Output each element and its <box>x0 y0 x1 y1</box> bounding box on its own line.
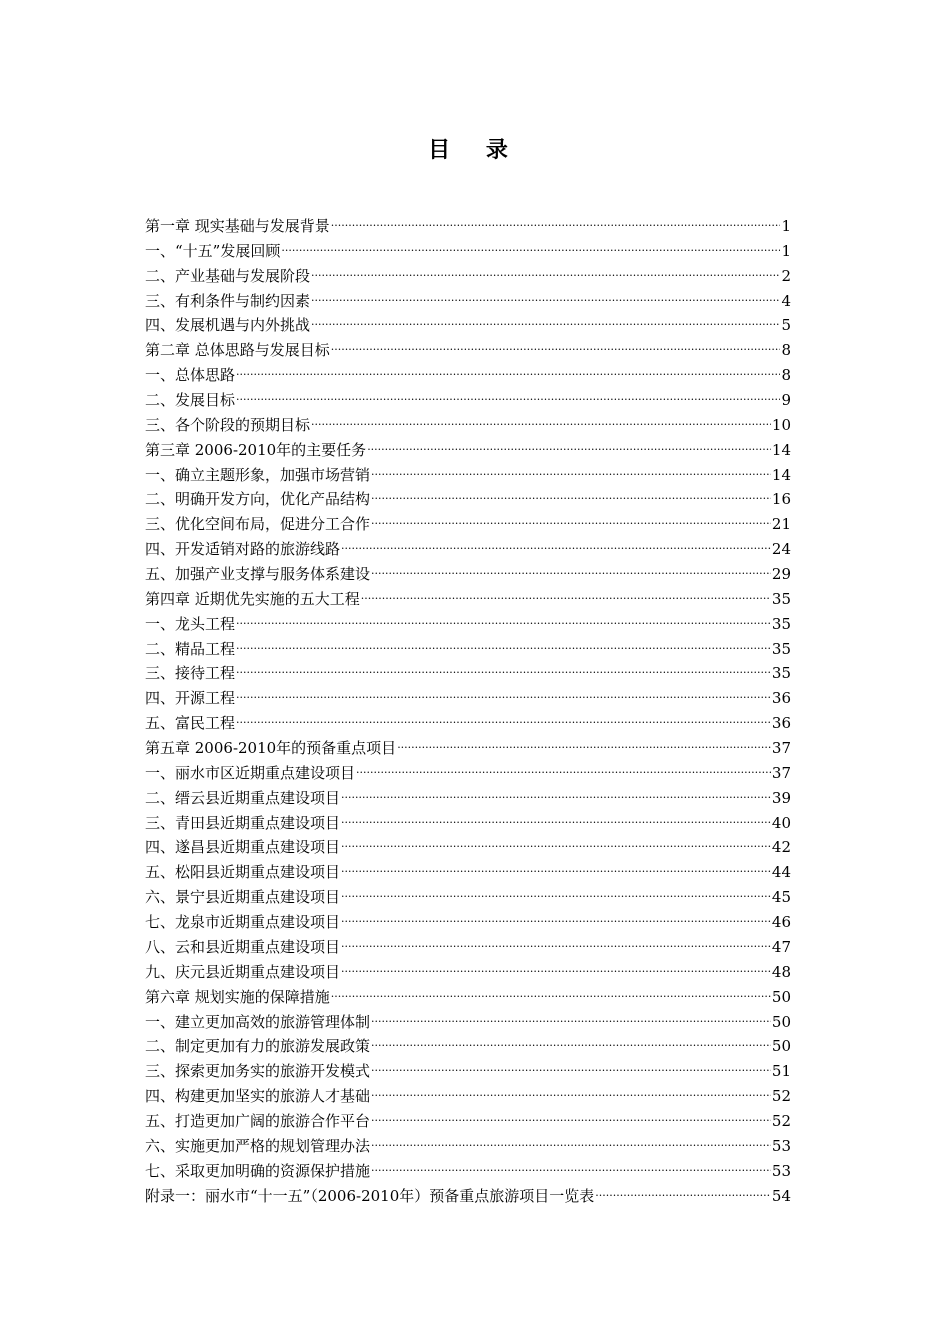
toc-dot-leader <box>371 1034 771 1059</box>
toc-entry-label: 三、接待工程 <box>145 664 236 683</box>
toc-entry-page-number: 46 <box>771 913 791 932</box>
toc-entry-label: 三、有利条件与制约因素 <box>145 291 311 310</box>
toc-dot-leader <box>371 1159 771 1184</box>
toc-entry[interactable] <box>145 363 791 388</box>
toc-dot-leader <box>236 661 771 686</box>
toc-entry-page-number: 29 <box>771 565 791 584</box>
toc-entry-label: 五、富民工程 <box>145 714 236 733</box>
toc-dot-leader <box>311 313 780 338</box>
toc-dot-leader <box>341 811 771 836</box>
toc-entry-label: 三、各个阶段的预期目标 <box>145 415 311 434</box>
toc-dot-leader <box>397 736 771 761</box>
toc-entry[interactable] <box>145 835 791 860</box>
toc-entry[interactable] <box>145 1109 791 1134</box>
toc-entry-page-number: 52 <box>771 1111 791 1130</box>
toc-entry-page-number: 16 <box>771 490 791 509</box>
toc-entry-page-number: 53 <box>771 1161 791 1180</box>
toc-entry[interactable] <box>145 438 791 463</box>
toc-entry-page-number: 36 <box>771 689 791 708</box>
toc-entry-page-number: 4 <box>781 291 791 310</box>
toc-entry-label: 一、“十五”发展回顾 <box>145 241 281 260</box>
toc-dot-leader <box>341 885 771 910</box>
toc-entry[interactable] <box>145 1084 791 1109</box>
toc-entry-page-number: 14 <box>771 440 791 459</box>
toc-entry-page-number: 9 <box>781 391 791 410</box>
toc-entry-page-number: 45 <box>771 888 791 907</box>
toc-entry-label: 第二章 总体思路与发展目标 <box>145 341 330 360</box>
toc-dot-leader <box>371 512 771 537</box>
toc-dot-leader <box>331 214 781 239</box>
toc-dot-leader <box>236 637 771 662</box>
toc-entry-label: 五、松阳县近期重点建设项目 <box>145 863 341 882</box>
toc-entry-page-number: 40 <box>771 813 791 832</box>
toc-entry[interactable] <box>145 661 791 686</box>
toc-entry-page-number: 8 <box>781 341 791 360</box>
toc-entry-label: 二、明确开发方向，优化产品结构 <box>145 490 371 509</box>
toc-entry-page-number: 51 <box>771 1062 791 1081</box>
toc-entry[interactable] <box>145 562 791 587</box>
toc-entry[interactable] <box>145 239 791 264</box>
toc-entry[interactable] <box>145 637 791 662</box>
toc-entry[interactable] <box>145 786 791 811</box>
toc-entry-page-number: 50 <box>771 987 791 1006</box>
toc-entry-page-number: 36 <box>771 714 791 733</box>
toc-entry-page-number: 50 <box>771 1037 791 1056</box>
toc-entry[interactable] <box>145 388 791 413</box>
toc-entry[interactable] <box>145 935 791 960</box>
toc-entry-label: 一、丽水市区近期重点建设项目 <box>145 763 356 782</box>
toc-entry-label: 二、发展目标 <box>145 391 236 410</box>
toc-dot-leader <box>371 487 771 512</box>
toc-dot-leader <box>341 960 771 985</box>
toc-dot-leader <box>371 1109 771 1134</box>
toc-entry-page-number: 14 <box>771 465 791 484</box>
toc-entry-label: 九、庆元县近期重点建设项目 <box>145 962 341 981</box>
toc-entry-label: 二、产业基础与发展阶段 <box>145 266 311 285</box>
toc-dot-leader <box>371 1084 771 1109</box>
toc-entry[interactable] <box>145 910 791 935</box>
toc-entry-page-number: 47 <box>771 937 791 956</box>
toc-entry[interactable] <box>145 313 791 338</box>
toc-dot-leader <box>341 935 771 960</box>
toc-dot-leader <box>341 835 771 860</box>
toc-entry-page-number: 35 <box>771 664 791 683</box>
toc-entry[interactable] <box>145 761 791 786</box>
toc-dot-leader <box>311 413 771 438</box>
toc-dot-leader <box>341 786 771 811</box>
toc-entry-label: 一、龙头工程 <box>145 614 236 633</box>
toc-entry-label: 四、发展机遇与内外挑战 <box>145 316 311 335</box>
toc-entry-page-number: 50 <box>771 1012 791 1031</box>
toc-entry-page-number: 37 <box>771 763 791 782</box>
toc-entry-page-number: 35 <box>771 639 791 658</box>
toc-entry-page-number: 2 <box>781 266 791 285</box>
toc-entry-page-number: 54 <box>771 1186 791 1205</box>
toc-dot-leader <box>236 388 780 413</box>
toc-entry-label: 第三章 2006-2010年的主要任务 <box>145 440 367 459</box>
toc-entry-label: 二、缙云县近期重点建设项目 <box>145 788 341 807</box>
toc-entry-label: 四、开发适销对路的旅游线路 <box>145 540 341 559</box>
toc-dot-leader <box>367 438 771 463</box>
toc-entry-page-number: 37 <box>771 739 791 758</box>
toc-entry-label: 第四章 近期优先实施的五大工程 <box>145 589 360 608</box>
toc-entry[interactable] <box>145 985 791 1010</box>
toc-dot-leader <box>371 1059 771 1084</box>
toc-entry-label: 四、遂昌县近期重点建设项目 <box>145 838 341 857</box>
toc-entry-page-number: 39 <box>771 788 791 807</box>
toc-dot-leader <box>331 338 781 363</box>
toc-entry-label: 第六章 规划实施的保障措施 <box>145 987 330 1006</box>
toc-dot-leader <box>311 264 780 289</box>
toc-entry-label: 四、开源工程 <box>145 689 236 708</box>
toc-dot-leader <box>236 711 771 736</box>
toc-entry[interactable] <box>145 413 791 438</box>
toc-entry-label: 二、精品工程 <box>145 639 236 658</box>
toc-entry[interactable] <box>145 289 791 314</box>
toc-entry[interactable] <box>145 338 791 363</box>
toc-dot-leader <box>311 289 780 314</box>
toc-entry[interactable] <box>145 885 791 910</box>
toc-entry-label: 附录一：丽水市“十一五”（2006-2010年）预备重点旅游项目一览表 <box>145 1186 595 1205</box>
toc-entry-page-number: 10 <box>771 415 791 434</box>
toc-entry[interactable] <box>145 736 791 761</box>
toc-dot-leader <box>371 1134 771 1159</box>
toc-entry[interactable] <box>145 1010 791 1035</box>
toc-entry-label: 六、景宁县近期重点建设项目 <box>145 888 341 907</box>
toc-entry-page-number: 21 <box>771 515 791 534</box>
toc-entry-page-number: 35 <box>771 589 791 608</box>
toc-dot-leader <box>371 463 771 488</box>
toc-dot-leader <box>341 537 771 562</box>
toc-entry-label: 五、打造更加广阔的旅游合作平台 <box>145 1111 371 1130</box>
toc-entry-label: 四、构建更加坚实的旅游人才基础 <box>145 1087 371 1106</box>
toc-entry-label: 七、采取更加明确的资源保护措施 <box>145 1161 371 1180</box>
toc-entry-page-number: 1 <box>781 217 791 235</box>
toc-entry[interactable] <box>145 1159 791 1184</box>
toc-entry[interactable] <box>145 587 791 612</box>
toc-entry-label: 第五章 2006-2010年的预备重点项目 <box>145 739 397 758</box>
toc-entry[interactable] <box>145 1059 791 1084</box>
toc-dot-leader <box>341 860 771 885</box>
toc-entry-page-number: 48 <box>771 962 791 981</box>
toc-entry-page-number: 35 <box>771 614 791 633</box>
toc-dot-leader <box>595 1184 771 1209</box>
toc-entry-label: 七、龙泉市近期重点建设项目 <box>145 913 341 932</box>
toc-entry-label: 五、加强产业支撑与服务体系建设 <box>145 565 371 584</box>
toc-entry[interactable] <box>145 860 791 885</box>
toc-entry-label: 二、制定更加有力的旅游发展政策 <box>145 1037 371 1056</box>
toc-entry-label: 一、确立主题形象，加强市场营销 <box>145 465 371 484</box>
toc-entry[interactable] <box>145 537 791 562</box>
toc-entry-page-number: 53 <box>771 1136 791 1155</box>
toc-entry-label: 六、实施更加严格的规划管理办法 <box>145 1136 371 1155</box>
toc-dot-leader <box>361 587 771 612</box>
toc-dot-leader <box>371 562 771 587</box>
toc-dot-leader <box>236 612 771 637</box>
toc-entry[interactable] <box>145 612 791 637</box>
toc-entry-page-number: 1 <box>781 241 791 260</box>
toc-entry-label: 三、优化空间布局，促进分工合作 <box>145 515 371 534</box>
toc-dot-leader <box>341 910 771 935</box>
toc-entry-page-number: 5 <box>781 316 791 335</box>
toc-entry-label: 一、总体思路 <box>145 366 236 385</box>
toc-entry[interactable] <box>145 1134 791 1159</box>
toc-dot-leader <box>236 363 780 388</box>
toc-title: 目 录 <box>428 137 522 163</box>
toc-entry[interactable] <box>145 711 791 736</box>
toc-entry[interactable] <box>145 811 791 836</box>
table-of-contents <box>145 214 791 1208</box>
toc-entry[interactable] <box>145 686 791 711</box>
toc-entry-label: 三、青田县近期重点建设项目 <box>145 813 341 832</box>
toc-entry[interactable] <box>145 960 791 985</box>
toc-entry-page-number: 8 <box>781 366 791 385</box>
toc-dot-leader <box>281 239 780 264</box>
toc-dot-leader <box>371 1010 771 1035</box>
toc-entry[interactable] <box>145 264 791 289</box>
toc-entry-label: 第一章 现实基础与发展背景 <box>145 217 330 235</box>
toc-entry-page-number: 42 <box>771 838 791 857</box>
toc-entry[interactable] <box>145 463 791 488</box>
toc-dot-leader <box>356 761 771 786</box>
toc-entry-page-number: 52 <box>771 1087 791 1106</box>
toc-entry[interactable] <box>145 1034 791 1059</box>
toc-entry-page-number: 24 <box>771 540 791 559</box>
toc-entry-label: 三、探索更加务实的旅游开发模式 <box>145 1062 371 1081</box>
toc-entry-page-number: 44 <box>771 863 791 882</box>
toc-entry[interactable] <box>145 1184 791 1209</box>
toc-entry-label: 八、云和县近期重点建设项目 <box>145 937 341 956</box>
toc-entry[interactable] <box>145 487 791 512</box>
toc-dot-leader <box>331 985 771 1010</box>
toc-entry[interactable] <box>145 512 791 537</box>
toc-dot-leader <box>236 686 771 711</box>
toc-entry[interactable] <box>145 214 791 239</box>
toc-entry-label: 一、建立更加高效的旅游管理体制 <box>145 1012 371 1031</box>
